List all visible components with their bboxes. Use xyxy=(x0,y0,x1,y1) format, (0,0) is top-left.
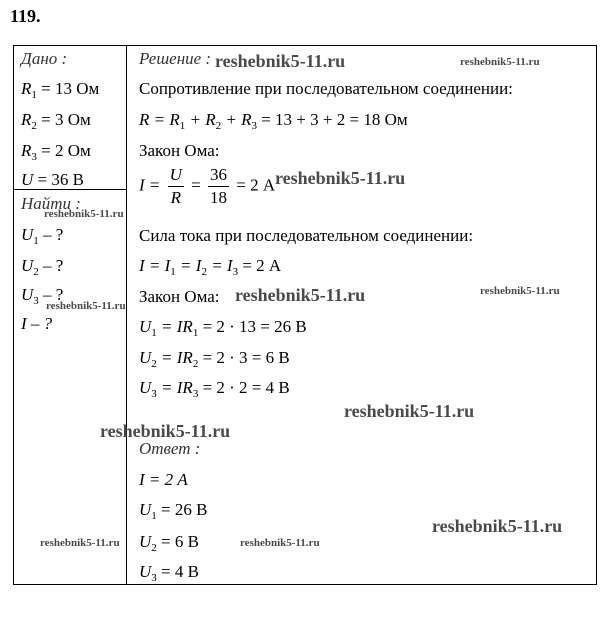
answer-u1: $U_1 = 26$ В xyxy=(139,500,208,522)
text-series-current: Сила тока при последовательном соединении: xyxy=(139,226,474,245)
eq-current-fraction: I = $\frac{U}{R}$ = $\frac{36}{18}$ = 2 А xyxy=(139,165,276,207)
watermark: reshebnik5-11.ru xyxy=(100,421,231,441)
find-i: I – ? xyxy=(21,314,53,333)
eq-u2: $U_2 = IR_2 = 2 \cdot 3 = 6$ В xyxy=(139,348,290,370)
eq-series-current: $I = I_1 = I_2 = I_3 = 2$ А xyxy=(139,256,282,278)
given-r3: $R_3 = 2$ Ом xyxy=(21,141,91,163)
find-u1: $U_1$ – ? xyxy=(21,225,64,247)
answer-heading: Ответ : xyxy=(139,439,201,458)
given-r2: $R_2 = 3$ Ом xyxy=(21,110,91,132)
text-ohm-law-2: Закон Ома: xyxy=(139,287,220,306)
watermark: reshebnik5-11.ru xyxy=(44,208,124,220)
fraction-36-over-18: $\frac{36}{18}$ xyxy=(210,165,228,207)
eq-u3: $U_3 = IR_3 = 2 \cdot 2 = 4$ В xyxy=(139,378,290,400)
watermark: reshebnik5-11.ru xyxy=(275,168,406,188)
watermark: reshebnik5-11.ru xyxy=(40,537,120,549)
text-resistance: Сопротивление при последовательном соединении: xyxy=(139,79,513,98)
problem-number: 119. xyxy=(10,6,41,26)
watermark: reshebnik5-11.ru xyxy=(215,51,346,71)
given-u: U = 36 В xyxy=(21,170,84,189)
eq-u1: $U_1 = IR_1 = 2 \cdot 13 = 26$ В xyxy=(139,317,307,339)
watermark: reshebnik5-11.ru xyxy=(344,401,475,421)
answer-i: I = 2 А xyxy=(139,470,188,489)
find-heading: Найти : xyxy=(21,194,81,213)
watermark: reshebnik5-11.ru xyxy=(240,537,320,549)
column-divider xyxy=(126,45,127,585)
watermark: reshebnik5-11.ru xyxy=(432,516,563,536)
answer-u2: $U_2 = 6$ В xyxy=(139,532,199,554)
text-ohm-law-1: Закон Ома: xyxy=(139,141,220,160)
find-u3: $U_3$ – ? xyxy=(21,285,64,307)
solution-heading: Решение : xyxy=(139,49,212,68)
watermark: reshebnik5-11.ru xyxy=(235,285,366,305)
answer-u3: $U_3 = 4$ В xyxy=(139,562,199,584)
eq-total-resistance: $R = R_1 + R_2 + R_3 = 13 + 3 + 2 = 18$ Ом xyxy=(139,110,408,132)
watermark: reshebnik5-11.ru xyxy=(460,56,540,68)
find-u2: $U_2$ – ? xyxy=(21,256,64,278)
given-r1: $R_1 = 13$ Ом xyxy=(21,79,100,101)
watermark: reshebnik5-11.ru xyxy=(46,300,126,312)
fraction-u-over-r: $\frac{U}{R}$ xyxy=(169,165,182,207)
watermark: reshebnik5-11.ru xyxy=(480,285,560,297)
given-heading: Дано : xyxy=(21,49,68,68)
